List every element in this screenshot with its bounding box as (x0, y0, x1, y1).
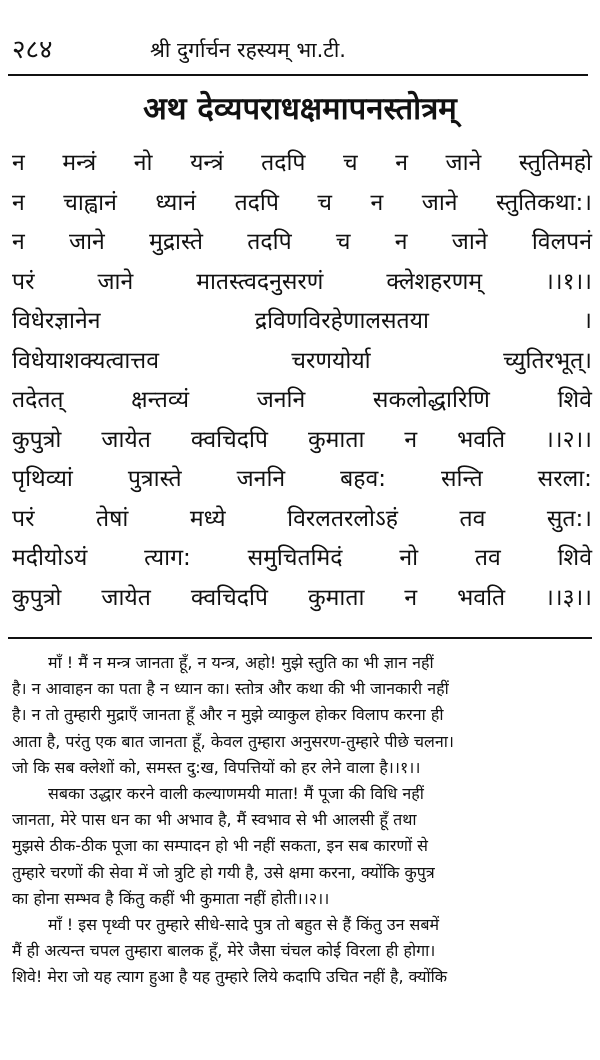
verse-word: मुद्रास्ते (149, 229, 204, 255)
verse-word: जननि (236, 466, 286, 492)
page-header (0, 0, 600, 80)
verse-line (12, 263, 592, 303)
verse-word: जाने (97, 268, 134, 295)
verse-word: स्तुतिमहो (518, 150, 592, 176)
commentary-line: है। न तो तुम्हारी मुद्राएँ जानता हूँ और न मुझे व्याकुल होकर विलाप करना ही (12, 705, 444, 725)
verse-word: ।।१।। (545, 268, 592, 295)
commentary-line: माँ ! मैं न मन्त्र जानता हूँ, न यन्त्र, अहो! मुझे स्तुति का भी ज्ञान नहीं (48, 653, 434, 672)
commentary-line: है। न आवाहन का पता है न ध्यान का। स्तोत्र और कथा की भी जानकारी नहीं (12, 679, 449, 699)
commentary-line: तुम्हारे चरणों की सेवा में जो त्रुटि हो गयी है, उसे क्षमा करना, क्योंकि कुपुत्र (12, 862, 435, 882)
verse-line (12, 223, 592, 263)
verse-word: चाह्वानं (63, 189, 117, 216)
verse-word: जाने (451, 229, 488, 255)
verse-word: क्षन्तव्यं (131, 387, 190, 413)
verse-word: कुमाता (307, 584, 365, 611)
verse-word: नो (399, 545, 419, 571)
verse-word: तव (459, 505, 486, 532)
verse-word: विरलतरलोऽहं (287, 505, 398, 532)
verse-word: सुत:। (546, 505, 592, 532)
header-rule (8, 74, 588, 76)
verse-line (12, 500, 592, 540)
verse-word: सन्ति (441, 466, 483, 492)
verse-line (12, 460, 592, 500)
verse-word: तदपि (247, 229, 292, 255)
verse-word: कुपुत्रो (12, 426, 62, 453)
verse-word: विलपनं (531, 229, 592, 255)
verse-word: परं (12, 268, 35, 295)
verse-word: मन्त्रं (62, 150, 97, 176)
verse-line (12, 421, 592, 461)
running-head: श्री दुर्गार्चन रहस्यम् भा.टी. (150, 38, 346, 62)
verse-line (12, 381, 592, 421)
verse-word: क्वचिदपि (190, 584, 268, 611)
commentary-line: का होना सम्भव है किंतु कहीं भी कुमाता नहीं होती।।२।। (12, 888, 330, 908)
verse-word: मध्ये (189, 505, 226, 532)
page-number: २८४ (12, 35, 53, 65)
verse-block (12, 144, 592, 618)
verse-word: कुपुत्रो (12, 584, 62, 611)
verse-word: न (404, 584, 418, 611)
section-divider (8, 637, 592, 639)
commentary-line: जानता, मेरे पास धन का भी अभाव है, मैं स्वभाव से भी आलसी हूँ तथा (12, 810, 417, 830)
stotra-title: अथ देव्यपराधक्षमापनस्तोत्रम् (143, 91, 457, 127)
verse-word: समुचितमिदं (247, 545, 343, 571)
verse-word: द्रविणविरहेणालसतया (254, 308, 429, 334)
commentary-line: सबका उद्धार करने वाली कल्याणमयी माता! मैं पूजा की विधि नहीं (48, 783, 424, 803)
verse-word: विधेरज्ञानेन (12, 308, 101, 334)
verse-word: जाने (445, 150, 482, 176)
verse-word: तदेतत् (12, 387, 64, 413)
verse-word: सकलोद्धारिणि (372, 387, 490, 413)
verse-word: न (12, 189, 25, 216)
verse-word: शिवे (557, 545, 592, 571)
verse-word: तदपि (261, 150, 306, 176)
verse-word: तदपि (234, 189, 279, 216)
commentary-line: मैं ही अत्यन्त चपल तुम्हारा बालक हूँ, मेरे जैसा चंचल कोई विरला ही होगा। (12, 941, 436, 961)
verse-word: ध्यानं (155, 189, 197, 216)
verse-word: मातस्त्वदनुसरणं (196, 268, 324, 295)
verse-word: नो (133, 150, 153, 176)
verse-word: । (583, 308, 592, 334)
verse-word: न (12, 150, 25, 176)
verse-word: सरला: (537, 466, 592, 492)
verse-word: न (394, 229, 408, 255)
verse-word: पृथिव्यां (12, 466, 73, 492)
verse-word: क्लेशहरणम् (386, 268, 483, 295)
commentary-line: जो कि सब क्लेशों को, समस्त दु:ख, विपत्तियों को हर लेने वाला है।।१।। (12, 757, 421, 777)
verse-word: जायेत (101, 584, 151, 611)
verse-word: भवति (457, 426, 506, 453)
verse-word: पुत्रास्ते (127, 466, 182, 492)
verse-line (12, 342, 592, 382)
verse-word: जननि (256, 387, 306, 413)
verse-word: न (395, 150, 408, 176)
verse-word: च (343, 150, 358, 176)
commentary-line: माँ ! इस पृथ्वी पर तुम्हारे सीधे-सादे पुत्र तो बहुत से हैं किंतु उन सबमें (48, 914, 440, 934)
verse-word: जाने (69, 229, 105, 255)
verse-word: क्वचिदपि (190, 426, 268, 453)
verse-line (12, 302, 592, 342)
verse-word: मदीयोऽयं (12, 545, 88, 571)
verse-word: ।।३।। (545, 584, 592, 611)
verse-word: कुमाता (307, 426, 365, 453)
verse-word: परं (12, 505, 35, 532)
verse-word: त्याग: (144, 545, 191, 571)
verse-word: जायेत (101, 426, 151, 453)
verse-word: च (335, 229, 351, 255)
verse-word: शिवे (557, 387, 592, 413)
verse-line (12, 184, 592, 224)
commentary-line: आता है, परंतु एक बात जानता हूँ, केवल तुम्हारा अनुसरण-तुम्हारे पीछे चलना। (12, 731, 454, 751)
commentary-line: शिवे! मेरा जो यह त्याग हुआ है यह तुम्हारे लिये कदापि उचित नहीं है, क्योंकि (12, 967, 448, 987)
verse-word: ।।२।। (545, 426, 592, 453)
verse-word: न (404, 426, 418, 453)
verse-line (12, 579, 592, 619)
verse-word: बहव: (340, 466, 387, 492)
verse-word: चरणयोर्या (291, 347, 371, 374)
verse-word: विधेयाशक्यत्वात्तव (12, 347, 159, 374)
commentary-block (12, 650, 592, 990)
verse-line (12, 144, 592, 184)
verse-word: तेषां (96, 505, 129, 532)
verse-word: तव (474, 545, 501, 571)
verse-word: न (12, 229, 25, 255)
verse-word: जाने (421, 189, 458, 216)
verse-word: यन्त्रं (190, 150, 224, 176)
verse-line (12, 539, 592, 579)
verse-word: स्तुतिकथा:। (496, 189, 592, 216)
verse-word: भवति (457, 584, 506, 611)
verse-word: च्युतिरभूत्। (503, 347, 592, 374)
commentary-line: मुझसे ठीक-ठीक पूजा का सम्पादन हो भी नहीं सकता, इन सब कारणों से (12, 836, 429, 856)
verse-word: च (317, 189, 333, 216)
verse-word: न (370, 189, 384, 216)
